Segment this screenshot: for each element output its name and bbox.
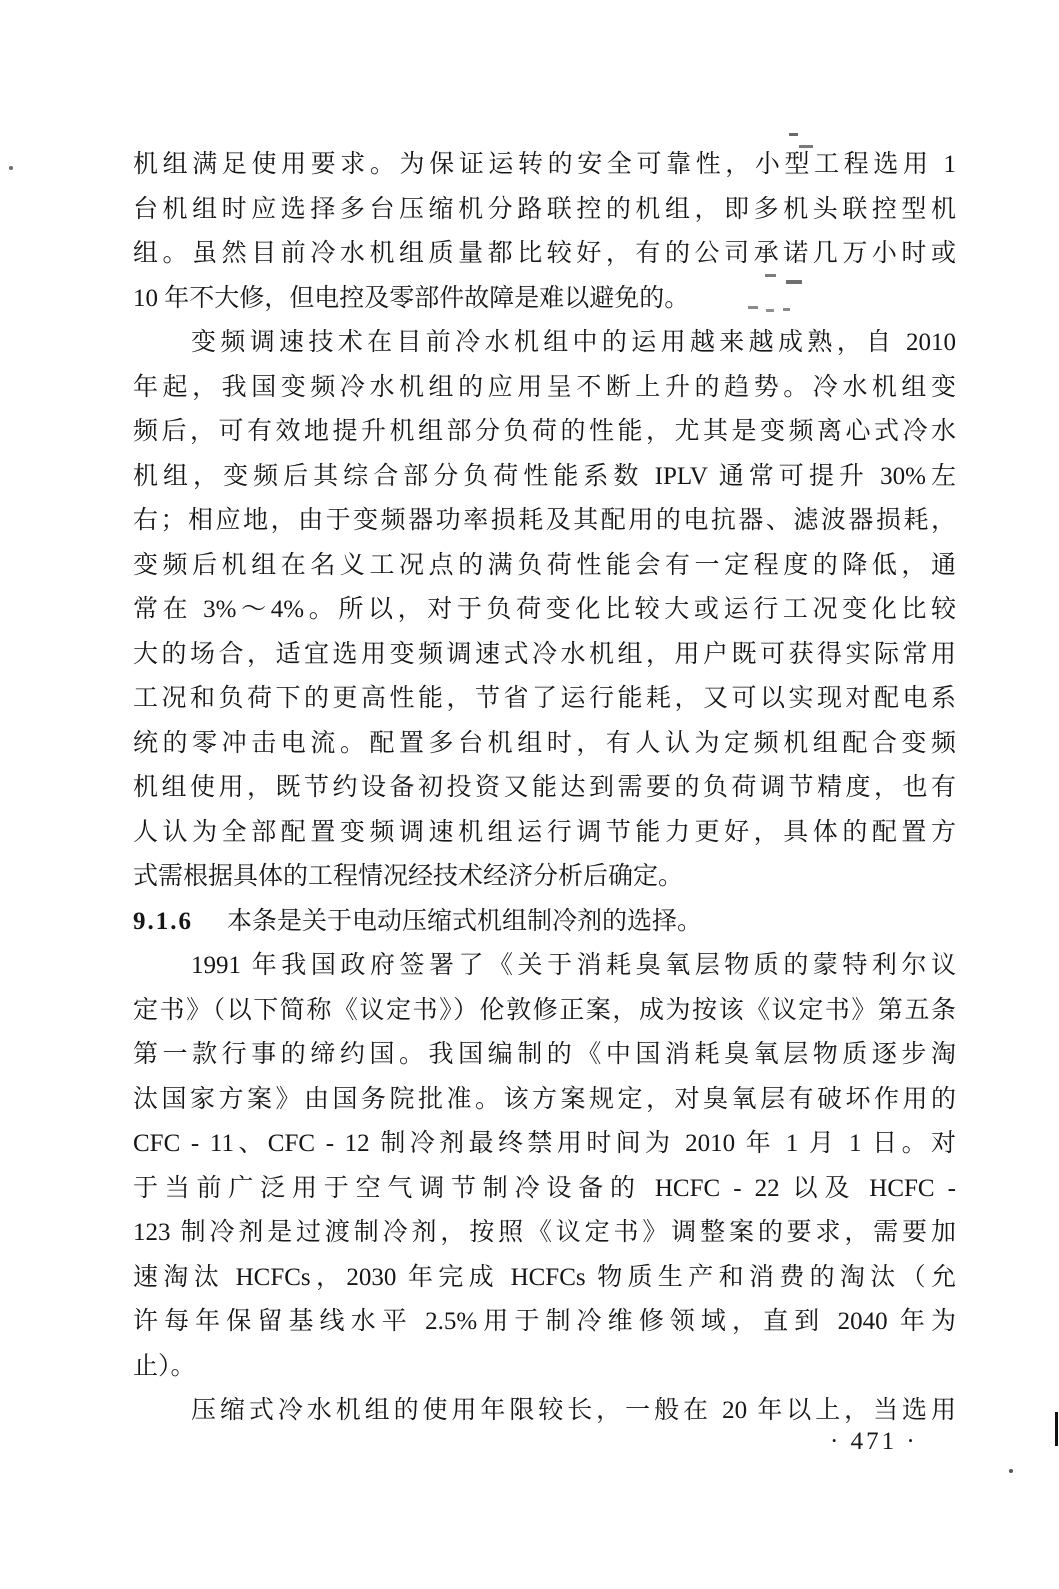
scan-edge-mark bbox=[1055, 1412, 1058, 1446]
text-line: 于当前广泛用于空气调节制冷设备的 HCFC - 22 以及 HCFC - bbox=[133, 1174, 956, 1202]
text-line: 10 年不大修，但电控及零部件故障是难以避免的。 bbox=[133, 284, 690, 312]
text-line: 人认为全部配置变频调速机组运行调节能力更好，具体的配置方 bbox=[133, 818, 956, 846]
scan-speck bbox=[9, 166, 13, 170]
section-title-text: 本条是关于电动压缩式机组制冷剂的选择。 bbox=[227, 907, 703, 935]
text-line: 右；相应地，由于变频器功率损耗及其配用的电抗器、滤波器损耗， bbox=[133, 507, 956, 534]
text-line: 式需根据具体的工程情况经技术经济分析后确定。 bbox=[133, 863, 684, 890]
text-line: 统的零冲击电流。配置多台机组时，有人认为定频机组配合变频 bbox=[133, 729, 956, 757]
text-line: 止）。 bbox=[133, 1352, 196, 1380]
scan-speck bbox=[789, 133, 798, 136]
text-line: 组。虽然目前冷水机组质量都比较好，有的公司承诺几万小时或 bbox=[133, 240, 956, 267]
text-line: 1991 年我国政府签署了《关于消耗臭氧层物质的蒙特利尔议 bbox=[191, 952, 956, 979]
text-line: 机组使用，既节约设备初投资又能达到需要的负荷调节精度，也有 bbox=[133, 774, 956, 801]
text-line: 年起，我国变频冷水机组的应用呈不断上升的趋势。冷水机组变 bbox=[133, 373, 956, 401]
text-line: 123 制冷剂是过渡制冷剂，按照《议定书》调整案的要求，需要加 bbox=[133, 1219, 956, 1246]
text-line: 变频后机组在名义工况点的满负荷性能会有一定程度的降低，通 bbox=[133, 551, 956, 579]
text-line: CFC - 11、CFC - 12 制冷剂最终禁用时间为 2010 年 1 月 1 日。对 bbox=[133, 1130, 956, 1157]
text-line: 定书》（以下简称《议定书》）伦敦修正案，成为按该《议定书》第五条 bbox=[133, 996, 956, 1024]
text-line: 机组满足使用要求。为保证运转的安全可靠性，小型工程选用 1 bbox=[133, 151, 956, 178]
text-line: 速淘汰 HCFCs，2030 年完成 HCFCs 物质生产和消费的淘汰（允 bbox=[133, 1263, 956, 1291]
text-line: 变频调速技术在目前冷水机组中的运用越来越成熟，自 2010 bbox=[191, 329, 956, 356]
text-line: 常在 3%～4%。所以，对于负荷变化比较大或运行工况变化比较 bbox=[133, 596, 956, 623]
body-text bbox=[133, 143, 956, 1434]
page-number: · 471 · bbox=[830, 1428, 918, 1455]
section-number: 9.1.6 bbox=[133, 907, 193, 935]
scan-speck bbox=[1009, 1469, 1013, 1473]
text-line: 工况和负荷下的更高性能，节省了运行能耗，又可以实现对配电系 bbox=[133, 685, 956, 712]
text-line: 台机组时应选择多台压缩机分路联控的机组，即多机头联控型机 bbox=[133, 195, 956, 223]
text-line: 压缩式冷水机组的使用年限较长，一般在 20 年以上，当选用 bbox=[191, 1397, 956, 1424]
text-line: 许每年保留基线水平 2.5%用于制冷维修领域，直到 2040 年为 bbox=[133, 1308, 956, 1335]
text-line: 大的场合，适宜选用变频调速式冷水机组，用户既可获得实际常用 bbox=[133, 640, 956, 668]
text-line: 机组，变频后其综合部分负荷性能系数 IPLV 通常可提升 30%左 bbox=[133, 462, 956, 490]
text-line: 汰国家方案》由国务院批准。该方案规定，对臭氧层有破坏作用的 bbox=[133, 1085, 956, 1113]
section-heading-line bbox=[133, 900, 956, 945]
text-line: 第一款行事的缔约国。我国编制的《中国消耗臭氧层物质逐步淘 bbox=[133, 1041, 956, 1068]
text-line: 频后，可有效地提升机组部分负荷的性能，尤其是变频离心式冷水 bbox=[133, 418, 956, 445]
